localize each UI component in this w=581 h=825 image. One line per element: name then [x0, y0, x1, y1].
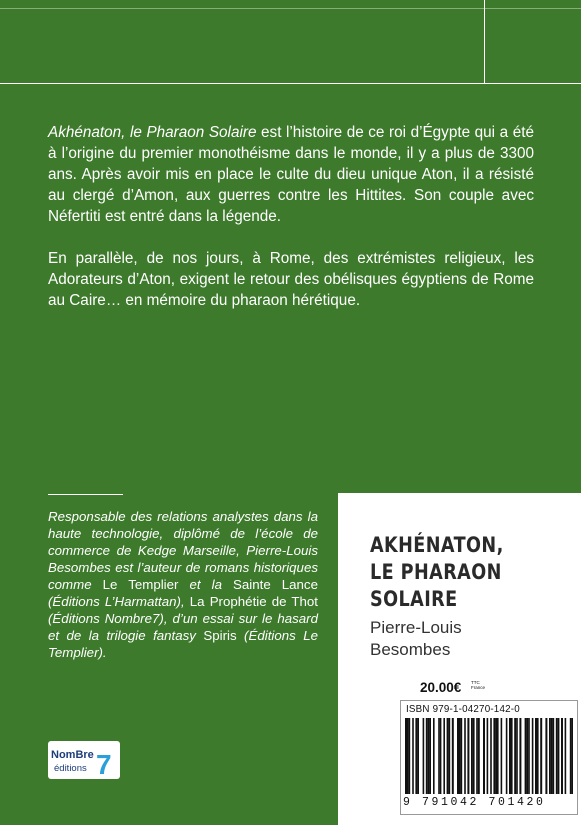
barcode-bar: [412, 718, 414, 794]
barcode-bar: [532, 718, 534, 794]
corner-rule-vertical: [484, 0, 485, 84]
bio-divider: [48, 494, 123, 495]
price-region: France: [471, 685, 486, 690]
barcode-bar: [493, 718, 495, 794]
logo-subtitle: éditions: [54, 763, 87, 774]
barcode-block: [400, 700, 578, 815]
barcode-bar: [527, 718, 529, 794]
barcode-bar: [509, 718, 511, 794]
bio-text: et la: [178, 577, 234, 592]
synopsis-title: Akhénaton, le Pharaon Solaire: [48, 124, 257, 141]
barcode-bar: [571, 718, 573, 794]
barcode-bar: [457, 718, 459, 794]
barcode-bar: [407, 718, 409, 794]
barcode: [405, 718, 573, 794]
barcode-bar: [549, 718, 551, 794]
barcode-bar: [551, 718, 553, 794]
bio-book-title: Le Templier: [102, 577, 179, 592]
price-tax-note: [471, 680, 485, 690]
book-title-line: AKHÉNATON,: [370, 533, 504, 558]
barcode-bar: [525, 718, 527, 794]
barcode-bar: [528, 718, 530, 794]
barcode-bar: [501, 718, 503, 794]
price: 20.00€: [420, 680, 462, 695]
barcode-bar: [570, 718, 572, 794]
price-ttc: TTC: [471, 680, 480, 685]
barcode-bar: [415, 718, 417, 794]
barcode-bar: [429, 718, 431, 794]
bio-text: (Éditions Nombre7), d’un essai sur le hasard et de la trilogie fantasy: [48, 611, 318, 643]
barcode-bar: [443, 718, 445, 794]
bio-text: (Éditions Le Templier).: [48, 628, 318, 660]
barcode-bar: [476, 718, 478, 794]
back-cover-panel: [338, 493, 581, 825]
barcode-bar: [426, 718, 428, 794]
barcode-bar: [478, 718, 480, 794]
author-first-name: Pierre-Louis: [370, 618, 462, 637]
barcode-bar: [561, 718, 563, 794]
synopsis: [48, 122, 534, 332]
barcode-bar: [553, 718, 555, 794]
publisher-logo: [48, 741, 120, 779]
barcode-bar: [417, 718, 419, 794]
barcode-bar: [428, 718, 430, 794]
bio-text: (Éditions L’Harmattan),: [48, 594, 190, 609]
book-title: [370, 532, 534, 613]
barcode-bar: [514, 718, 516, 794]
barcode-bar: [461, 718, 463, 794]
barcode-bar: [487, 718, 489, 794]
top-hairline: [0, 8, 581, 9]
author-bio: [48, 508, 318, 661]
book-title-line: SOLAIRE: [370, 587, 458, 612]
author-name: [370, 617, 462, 661]
barcode-bar: [467, 718, 469, 794]
barcode-bar: [483, 718, 485, 794]
barcode-bar: [556, 718, 558, 794]
barcode-bar: [409, 718, 411, 794]
barcode-bar: [495, 718, 497, 794]
barcode-bar: [519, 718, 521, 794]
corner-rule-horizontal: [0, 83, 581, 84]
barcode-bar: [545, 718, 547, 794]
book-title-line: LE PHARAON: [370, 560, 502, 585]
bio-text: Responsable des relations analystes dans la haute technologie, diplômé de l’école de commerce de Kedge Marseille, Pierre-Louis Besombes est l’auteur de romans historiques comme: [48, 509, 318, 592]
barcode-bar: [537, 718, 539, 794]
barcode-digits: 9 791042 701420: [403, 796, 546, 809]
barcode-bar: [440, 718, 442, 794]
synopsis-text-1: est l’histoire de ce roi d’Égypte qui a été à l’origine du premier monothéisme dans le monde, il y a plus de 3300 ans. Après avoir mis en place le culte du dieu unique Aton, il a résisté au clergé d’Amon, aux guerres contre les Hittites. Son couple avec Néfertiti est entré dans la légende.: [48, 124, 534, 225]
barcode-bar: [511, 718, 513, 794]
author-last-name: Besombes: [370, 640, 451, 659]
barcode-bar: [433, 718, 435, 794]
bio-book-title: Sainte Lance: [233, 577, 318, 592]
barcode-bar: [540, 718, 542, 794]
synopsis-paragraph-2: En parallèle, de nos jours, à Rome, des extrémistes religieux, les Adorateurs d’Aton, exigent le retour des obélisques égyptiens de Rome au Caire… en mémoire du pharaon hérétique.: [48, 250, 534, 309]
barcode-bar: [497, 718, 499, 794]
bio-book-title: Spiris: [203, 628, 237, 643]
barcode-bar: [558, 718, 560, 794]
barcode-bar: [452, 718, 454, 794]
barcode-bar: [449, 718, 451, 794]
barcode-bar: [565, 718, 567, 794]
logo-wordmark: NomBre: [51, 749, 94, 761]
barcode-bar: [423, 718, 425, 794]
barcode-bar: [516, 718, 518, 794]
synopsis-paragraph-1: [48, 122, 534, 227]
barcode-bar: [490, 718, 492, 794]
barcode-bar: [459, 718, 461, 794]
barcode-bar: [438, 718, 440, 794]
isbn-label: ISBN 979-1-04270-142-0: [406, 704, 520, 715]
barcode-bar: [535, 718, 537, 794]
barcode-bar: [464, 718, 466, 794]
barcode-bar: [447, 718, 449, 794]
bio-book-title: La Prophétie de Thot: [189, 594, 318, 609]
barcode-bar: [471, 718, 473, 794]
barcode-bar: [473, 718, 475, 794]
logo-number: 7: [96, 749, 112, 779]
barcode-bar: [405, 718, 407, 794]
barcode-bar: [506, 718, 508, 794]
